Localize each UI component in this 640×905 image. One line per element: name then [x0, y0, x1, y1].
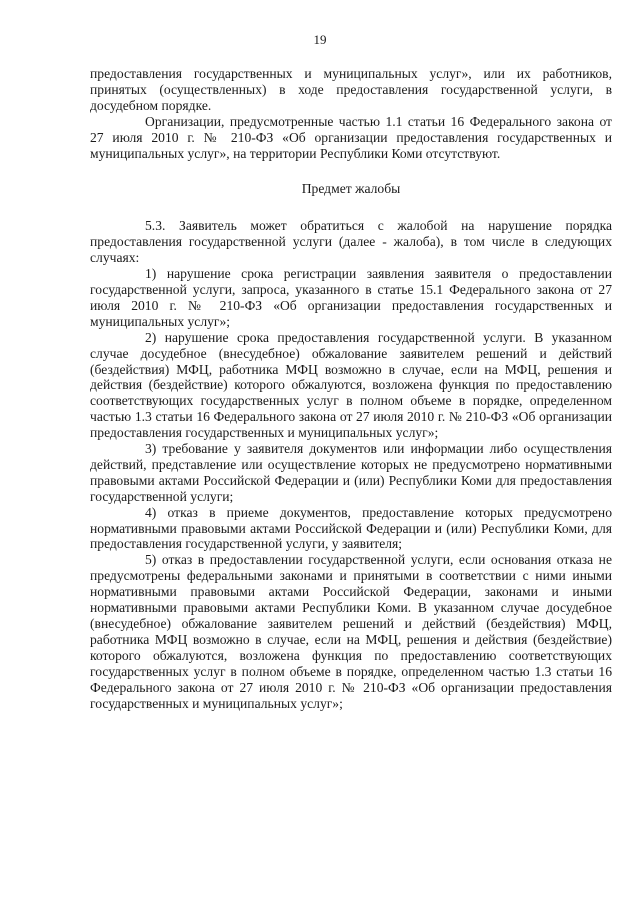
- document-body: [90, 66, 612, 711]
- list-item-2: 2) нарушение срока предоставления государственной услуги. В указанном случае досудебное (внесудебное) обжалование заявителем решений и действий (бездействия) МФЦ, работника МФЦ возможно в случае, если на МФЦ, решения и действия (бездействие) которого обжалуются, возложена функция по предоставлению соответствующих государственных услуг в полном объеме в порядке, определенном частью 1.3 статьи 16 Федерального закона от 27 июля 2010 г. № 210-ФЗ «Об организации предоставления государственных и муниципальных услуг»;: [90, 329, 612, 441]
- paragraph-continuation: предоставления государственных и муниципальных услуг», или их работников, принятых (осуществленных) в ходе предоставления государственной услуги, в досудебном порядке.: [90, 66, 612, 113]
- list-item-1: 1) нарушение срока регистрации заявления заявителя о предоставлении государственной услуги, запроса, указанного в статье 15.1 Федерального закона от 27 июля 2010 г. № 210-ФЗ «Об организации предоставления государственных и муниципальных услуг»;: [90, 266, 612, 329]
- paragraph-5-3: 5.3. Заявитель может обратиться с жалобой на нарушение порядка предоставления государственной услуги (далее - жалоба), в том числе в следующих случаях:: [90, 218, 612, 266]
- list-item-4: 4) отказ в приеме документов, предоставление которых предусмотрено нормативными правовыми актами Российской Федерации и (или) Республики Коми, для предоставления государственной услуги, у заявителя;: [90, 504, 612, 552]
- spacer: [90, 197, 612, 218]
- section-heading: Предмет жалобы: [301, 181, 401, 197]
- page-number: 19: [313, 32, 327, 47]
- list-item-5: 5) отказ в предоставлении государственной услуги, если основания отказа не предусмотрены федеральными законами и принятыми в соответствии с ними иными нормативными правовыми актами Российской Федерации, законами и иными нормативными правовыми актами Республики Коми. В указанном случае досудебное (внесудебное) обжалование заявителем решений и действий (бездействия) МФЦ, работника МФЦ возможно в случае, если на МФЦ, решения и действия (бездействие) которого обжалуются, возложена функция по предоставлению соответствующих государственных услуг в полном объеме в порядке, определенном частью 1.3 статьи 16 Федерального закона от 27 июля 2010 г. № 210-ФЗ «Об организации предоставления государственных и муниципальных услуг»;: [90, 552, 612, 711]
- paragraph-organizations: Организации, предусмотренные частью 1.1 статьи 16 Федерального закона от 27 июля 2010 г. № 210-ФЗ «Об организации предоставления государственных и муниципальных услуг», на территории Республики Коми отсутствуют.: [90, 113, 612, 161]
- spacer: [90, 161, 612, 181]
- list-item-3: 3) требование у заявителя документов или информации либо осуществления действий, представление или осуществление которых не предусмотрено нормативными правовыми актами Российской Федерации и (или) Республики Коми для предоставления государственной услуги;: [90, 441, 612, 504]
